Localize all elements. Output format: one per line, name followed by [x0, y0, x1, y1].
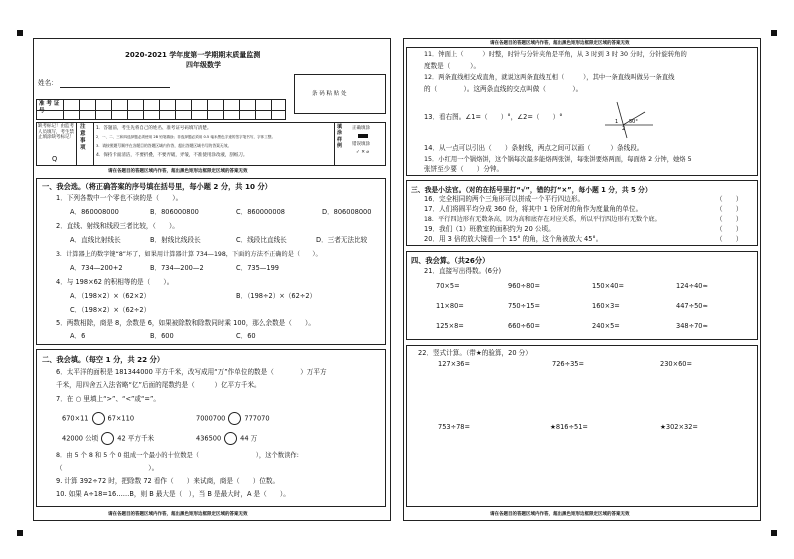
question-2: 2．直线、射线和线段三者比较，（ ）。: [56, 222, 179, 230]
section4-title: 四、我会算。（共26分）: [411, 256, 490, 265]
angle-2-label: 2: [622, 126, 626, 132]
registration-mark: [17, 530, 23, 536]
oral-item: 348÷70≈: [676, 322, 709, 330]
option[interactable]: B．（198÷2）×（62÷2）: [236, 292, 317, 300]
question-1: 1．下列各数中一个零也不读的是（ ）。: [56, 194, 183, 202]
fill-correct-sample: [358, 134, 368, 138]
compare-circle[interactable]: [92, 412, 105, 425]
oral-item: 150×40=: [592, 282, 625, 290]
boundary-note: 请在各题目的答题区域内作答，超出黑色矩形边框限定区域的答案无效: [108, 512, 248, 517]
question-8-line2: （ ）。: [56, 464, 159, 472]
name-label: 姓名：: [38, 79, 58, 87]
judge-item: 17．人们将圆平均分成 360 份，将其中 1 份所对的角作为度量角的单位。: [424, 205, 643, 213]
compare-right: 67×110: [107, 414, 135, 423]
option[interactable]: A．6: [70, 332, 86, 340]
barcode-label: 条 码 粘 贴 处: [312, 91, 347, 97]
written-item: ★816÷51=: [550, 423, 588, 431]
notice-item: 1．答题前，考生先将自己的姓名、准考证号码填写清楚。: [96, 126, 212, 131]
option[interactable]: B．734—200—2: [150, 264, 204, 272]
written-item: ★302×32=: [660, 423, 698, 431]
written-item: 753÷78=: [438, 423, 471, 431]
judge-item: 19．我们（1）班教室的面积约为 20 公顷。: [424, 225, 555, 233]
option[interactable]: C．860000008: [236, 208, 285, 216]
angle-1-label: 1: [615, 119, 619, 125]
name-field[interactable]: [60, 87, 170, 88]
exam-title: 2020-2021 学年度第一学期期末质量监测: [125, 51, 261, 59]
notice-item: 3．请按照题号顺序在各题目的答题区域内作答，超出答题区域书写的答案无效。: [96, 143, 232, 148]
registration-mark: [771, 530, 777, 536]
question-6-line1: 6．太平洋的面积是 181344000 平方千米，改写成用“万”作单位的数是（ ）万平方: [56, 368, 327, 376]
oral-item: 160×3=: [592, 302, 620, 310]
exam-id-grid[interactable]: [36, 99, 286, 120]
judge-item: 16．完全相同的两个三角形可以拼成一个平行四边形。: [424, 195, 585, 203]
notice-title: 注 意 事 项: [80, 124, 86, 151]
compare-circle[interactable]: [228, 412, 241, 425]
written-item: 230×60=: [660, 360, 693, 368]
question-5: 5．两数相除，商是 8，余数是 6，如果被除数和除数同时乘 100，那么余数是（ ）。: [56, 319, 315, 327]
compare-item: [62, 432, 154, 445]
oral-item: 11×80=: [436, 302, 464, 310]
option[interactable]: C．60: [236, 332, 256, 340]
judge-bracket[interactable]: （ ）: [716, 225, 743, 233]
question-21: 21．直接写出得数。(6分): [424, 267, 502, 275]
oral-item: 750÷15=: [508, 302, 541, 310]
fill-wrong-label: 错误填涂: [352, 142, 370, 147]
section3-title: 三、我是小法官。（对的在括号里打“√”，错的打“×”，每小题 1 分，共 5 分）: [411, 186, 652, 194]
fill-wrong-sample: ✓ ✕ ⌀: [356, 150, 370, 155]
registration-mark: [17, 30, 23, 36]
question-6-line2: 千米，用四舍五入法省略“亿”后面的尾数约是（ ）亿平方千米。: [56, 381, 261, 389]
judge-bracket[interactable]: （ ）: [716, 235, 743, 243]
option[interactable]: C．线段比直线长: [236, 236, 287, 244]
absence-mark[interactable]: Q: [52, 155, 58, 163]
fill-correct-label: 正确填涂: [352, 126, 370, 131]
boundary-note: 请在各题目的答题区域内作答，超出黑色矩形边框限定区域的答案无效: [490, 41, 630, 46]
compare-item: [62, 412, 134, 425]
question-11-line1: 11．钟面上（ ）时整，时针与分针夹角是平角，从 3 时到 3 时 30 分时，分针旋转角的: [424, 51, 687, 58]
question-22: 22．竖式计算。（带★的验算，20 分）: [418, 349, 532, 357]
option[interactable]: A．860008000: [70, 208, 119, 216]
written-item: 127×36=: [438, 360, 471, 368]
oral-item: 240×5=: [592, 322, 620, 330]
section1-title: 一、我会选。（将正确答案的序号填在括号里，每小题 2 分，共 10 分）: [42, 182, 272, 191]
option[interactable]: A．（198×2）×（62×2）: [70, 292, 151, 300]
written-item: 726÷35=: [552, 360, 585, 368]
compare-item: [196, 432, 257, 445]
option[interactable]: D．三者无法比较: [316, 236, 368, 244]
compare-right: 777070: [244, 414, 270, 423]
judge-bracket[interactable]: （ ）: [716, 215, 743, 223]
judge-bracket[interactable]: （ ）: [716, 205, 743, 213]
judge-item: 20．用 3 倍的放大镜看一个 15° 的角，这个角被放大 45°。: [424, 235, 603, 243]
oral-item: 70×5=: [436, 282, 460, 290]
compare-left: 670×11: [62, 414, 89, 423]
question-12-line2: 的（ ）。这两条直线的交点叫做（ ）。: [424, 85, 583, 93]
question-11-line2: 度数是（ ）。: [424, 62, 481, 70]
notice-item: 2．一、二、三和四选择题必须使用 2B 铅笔填涂；非选择题必须用 0.5 毫米黑色字迹的签字笔书写，字体工整。: [96, 135, 276, 139]
option[interactable]: B．射线比线段长: [150, 236, 201, 244]
oral-item: 660÷60=: [508, 322, 541, 330]
question-3: 3．计算器上的数字键“8”坏了，如果用计算器计算 734—198，下面的方法不正确的是（ ）。: [56, 251, 322, 258]
absence-warning: 缺考标记！由监考人员填写，考生禁止填涂缺考标记！: [38, 124, 74, 141]
option[interactable]: A．734—200+2: [70, 264, 123, 272]
angle-degree-label: 50°: [629, 119, 638, 125]
oral-item: 125×8=: [436, 322, 464, 330]
question-15-line1: 15．小红用一个锅烙饼，这个锅每次最多能烙两张饼，每张饼要烙两面，每面烙 2 分钟，她烙 5: [424, 156, 692, 163]
option[interactable]: D．806008000: [322, 208, 372, 216]
exam-subtitle: 四年级数学: [186, 61, 221, 69]
angle-figure: [595, 100, 655, 140]
oral-item: 124÷40≈: [676, 282, 709, 290]
boundary-note: 请在各题目的答题区域内作答，超出黑色矩形边框限定区域的答案无效: [490, 512, 630, 517]
question-4: 4．与 198×62 的积相等的是（ ）。: [56, 278, 174, 286]
option[interactable]: B．600: [150, 332, 174, 340]
notice-item: 4．保持卡面清洁，不要折叠，不要弄破，弄皱，不准使用涂改液，刮纸刀。: [96, 153, 248, 158]
fill-sample-title: 填 涂 样 例: [337, 124, 343, 149]
registration-mark: [771, 30, 777, 36]
compare-left: 7000700: [196, 414, 226, 423]
option[interactable]: C．735—199: [236, 264, 279, 272]
question-9: 9. 计算 392÷72 时，把除数 72 看作（ ）来试商，商是（ ）位数。: [56, 477, 280, 485]
section2-title: 二、我会填。（每空 1 分，共 22 分）: [42, 355, 165, 364]
question-7: 7．在 ○ 里填上“>”、“<”或“=”。: [56, 395, 160, 403]
question-8-line1: 8．由 5 个 8 和 5 个 0 组成一个最小的十位数是（ ），这个数读作:: [56, 452, 299, 459]
compare-right: 44 万: [240, 434, 258, 443]
compare-left: 436500: [196, 434, 222, 443]
option[interactable]: A．直线比射线长: [70, 236, 121, 244]
compare-left: 42000 公顷: [62, 434, 99, 443]
question-13: 13．看右图。∠1=（ ）°，∠2=（ ）°: [424, 113, 563, 121]
compare-item: [196, 412, 270, 425]
judge-bracket[interactable]: （ ）: [716, 195, 743, 203]
option[interactable]: C．（198×2）×（62÷2）: [70, 306, 151, 314]
question-10: 10. 如果 A÷18=16……B，则 B 最大是（ ），当 B 是最大时，A 是（ ）。: [56, 490, 290, 498]
judge-item: 18．平行四边形有无数条高，因为高和底存在对应关系，所以平行四边形有无数个底。: [424, 216, 661, 223]
exam-id-label: 准 考 证 号: [39, 101, 60, 114]
question-14: 14．从一点可以引出（ ）条射线，两点之间可以画（ ）条线段。: [424, 144, 644, 152]
question-15-line2: 张饼至少要（ ）分钟。: [424, 165, 504, 173]
compare-circle[interactable]: [101, 432, 114, 445]
compare-right: 42 平方千米: [117, 434, 155, 443]
question-12-line1: 12．两条直线相交成直角，就说这两条直线互相（ ），其中一条直线叫做另一条直线: [424, 74, 675, 81]
boundary-note: 请在各题目的答题区域内作答，超出黑色矩形边框限定区域的答案无效: [108, 169, 248, 174]
compare-circle[interactable]: [224, 432, 237, 445]
oral-item: 447÷50≈: [676, 302, 709, 310]
oral-item: 960÷80=: [508, 282, 541, 290]
option[interactable]: B．806000800: [150, 208, 199, 216]
